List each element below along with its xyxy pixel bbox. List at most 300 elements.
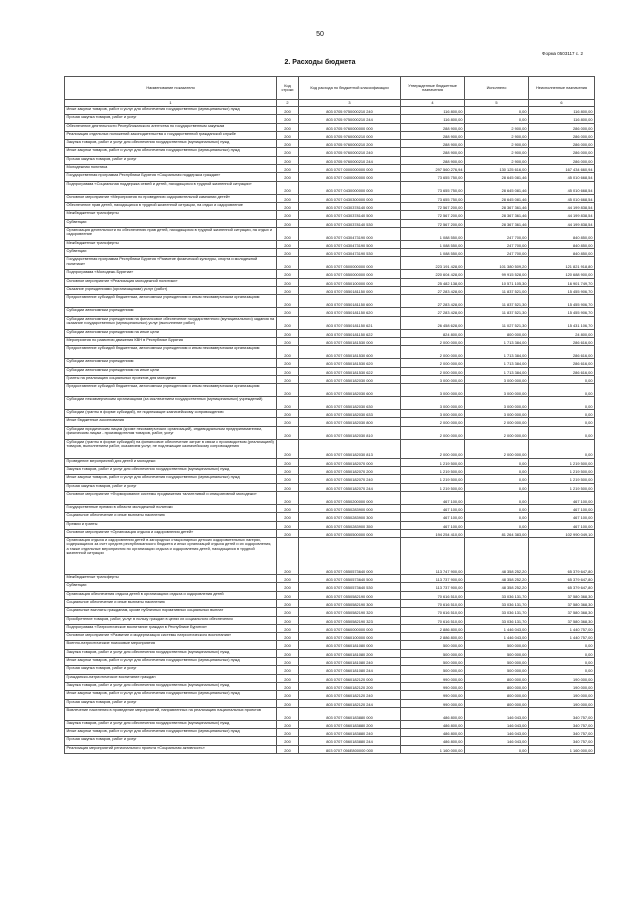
row-code: 200 xyxy=(277,491,299,504)
row-name: Государственная программа Республики Бурятия «Социальная поддержка граждан» xyxy=(65,173,277,181)
row-kbk: 803 0707 0430300000 000 xyxy=(299,194,401,202)
row-unexecuted: 1 440 757,00 xyxy=(529,624,595,632)
row-kbk: 803 0707 0550573640 000 xyxy=(299,538,401,575)
row-approved: 1 088 550,00 xyxy=(401,240,465,248)
row-kbk: 803 0707 0550182030 630 xyxy=(299,397,401,410)
row-kbk: 803 0707 0550182070 240 xyxy=(299,475,401,483)
row-unexecuted: 37 580 368,30 xyxy=(529,599,595,607)
table-row xyxy=(65,249,595,257)
table-row xyxy=(65,691,595,699)
row-name: Реализация отдельных положений законодательства о государственной гражданской службе xyxy=(65,131,277,139)
table-row xyxy=(65,720,595,728)
row-approved: 72 567 200,00 xyxy=(401,219,465,227)
row-approved: 27 283 428,00 xyxy=(401,287,465,295)
section-title: 2. Расходы бюджета xyxy=(284,59,356,66)
column-header-unexecuted: Неисполненные назначения xyxy=(529,77,595,100)
row-kbk: 803 0707 0550582190 300 xyxy=(299,599,401,607)
row-kbk: 803 0707 0560100000 000 xyxy=(299,633,401,641)
row-approved: 467 100,00 xyxy=(401,513,465,521)
row-approved: 288 900,00 xyxy=(401,140,465,148)
table-row xyxy=(65,227,595,240)
row-unexecuted: 65 379 647,80 xyxy=(529,575,595,583)
table-row xyxy=(65,270,595,278)
table-row xyxy=(65,682,595,690)
row-code: 200 xyxy=(277,107,299,115)
row-approved: 288 900,00 xyxy=(401,148,465,156)
row-name: Основное мероприятие «Развитие и модернизация системы патриотического воспитания» xyxy=(65,633,277,641)
row-code: 200 xyxy=(277,240,299,248)
row-code: 200 xyxy=(277,633,299,641)
row-name: Субсидии автономным учреждениям на финансовое обеспечение государственного (муниципального) задания на оказание государственных (муниципальных) услуг (выполнение работ) xyxy=(65,316,277,329)
row-approved: 2 000 000,00 xyxy=(401,367,465,375)
row-executed: 800 000,00 xyxy=(465,682,529,690)
row-executed: 28 367 361,46 xyxy=(465,219,529,227)
row-unexecuted: 0,00 xyxy=(529,439,595,458)
row-executed: 0,00 xyxy=(465,467,529,475)
row-executed: 500 000,00 xyxy=(465,666,529,674)
row-approved: 3 000 000,00 xyxy=(401,397,465,410)
table-row xyxy=(65,410,595,418)
column-number: 5 xyxy=(465,100,529,107)
row-unexecuted: 340 757,00 xyxy=(529,737,595,745)
row-kbk: 803 0707 0550182030 000 xyxy=(299,375,401,383)
row-kbk: 803 0705 9760000210 000 xyxy=(299,131,401,139)
table-row xyxy=(65,418,595,426)
table-row xyxy=(65,491,595,504)
row-code: 200 xyxy=(277,521,299,529)
table-row xyxy=(65,624,595,632)
row-executed: 0,00 xyxy=(465,513,529,521)
row-kbk: 803 0707 0400000000 000 xyxy=(299,173,401,181)
table-row xyxy=(65,329,595,337)
row-executed: 33 036 131,70 xyxy=(465,616,529,624)
row-approved: 25 482 138,00 xyxy=(401,278,465,286)
table-row xyxy=(65,538,595,575)
row-approved: 990 000,00 xyxy=(401,691,465,699)
row-approved: 70 616 510,00 xyxy=(401,591,465,599)
row-approved: 467 100,00 xyxy=(401,491,465,504)
row-code: 200 xyxy=(277,439,299,458)
row-unexecuted: 286 000,00 xyxy=(529,140,595,148)
row-executed: 28 367 361,46 xyxy=(465,211,529,219)
row-unexecuted: 467 100,00 xyxy=(529,521,595,529)
table-row xyxy=(65,287,595,295)
row-code: 200 xyxy=(277,173,299,181)
row-name: Закупка товаров, работ и услуг для обеспечения государственных (муниципальных) нужд xyxy=(65,649,277,657)
row-name: Социальные выплаты гражданам, кроме публичных нормативных социальных выплат xyxy=(65,608,277,616)
row-unexecuted: 286 616,00 xyxy=(529,346,595,359)
row-unexecuted: 467 100,00 xyxy=(529,504,595,512)
row-name: Субвенции xyxy=(65,583,277,591)
row-code: 200 xyxy=(277,426,299,439)
row-code: 200 xyxy=(277,359,299,367)
row-name: Закупка товаров, работ и услуг для обеспечения государственных (муниципальных) нужд xyxy=(65,467,277,475)
row-unexecuted: 286 616,00 xyxy=(529,337,595,345)
row-code: 200 xyxy=(277,148,299,156)
row-code: 200 xyxy=(277,202,299,210)
row-name: Межбюджетные трансферты xyxy=(65,240,277,248)
column-number-row xyxy=(65,100,595,107)
row-approved: 113 737 900,00 xyxy=(401,575,465,583)
row-name: Обеспечение прав детей, находящихся в трудной жизненной ситуации, на отдых и оздоровление xyxy=(65,202,277,210)
row-name: Молодежная политика xyxy=(65,165,277,173)
row-name: Иные бюджетные ассигнования xyxy=(65,418,277,426)
row-kbk: 803 0707 0550182030 600 xyxy=(299,384,401,397)
column-header-code: Код строки xyxy=(277,77,299,100)
row-code: 200 xyxy=(277,375,299,383)
row-code: 200 xyxy=(277,367,299,375)
row-executed: 3 000 000,00 xyxy=(465,410,529,418)
row-executed: 800 000,00 xyxy=(465,699,529,707)
row-name: Иные закупки товаров, работ и услуг для обеспечения государственных (муниципальных) нужд xyxy=(65,658,277,666)
row-kbk: 803 0707 0430378140 500 xyxy=(299,211,401,219)
row-approved: 116 800,00 xyxy=(401,107,465,115)
row-code: 200 xyxy=(277,257,299,270)
row-executed: 10 571 105,30 xyxy=(465,278,529,286)
row-kbk: 803 0707 0430378140 530 xyxy=(299,219,401,227)
table-row xyxy=(65,316,595,329)
row-kbk: 803 0707 0550181530 622 xyxy=(299,367,401,375)
row-approved: 2 886 800,00 xyxy=(401,633,465,641)
row-code: 200 xyxy=(277,745,299,753)
row-approved: 1 160 000,00 xyxy=(401,745,465,753)
row-code: 200 xyxy=(277,410,299,418)
row-approved: 2 886 800,00 xyxy=(401,624,465,632)
row-name: Прочая закупка товаров, работ и услуг xyxy=(65,737,277,745)
row-unexecuted: 0,00 xyxy=(529,649,595,657)
row-unexecuted: 37 580 368,30 xyxy=(529,608,595,616)
table-row xyxy=(65,140,595,148)
row-name: Межбюджетные трансферты xyxy=(65,575,277,583)
row-executed: 11 837 521,30 xyxy=(465,295,529,308)
row-executed: 2 900,00 xyxy=(465,156,529,164)
table-row xyxy=(65,583,595,591)
table-row xyxy=(65,575,595,583)
row-name: Предоставление субсидий бюджетным, автономным учреждениям и иным некоммерческим организациям xyxy=(65,295,277,308)
row-code: 200 xyxy=(277,140,299,148)
table-row xyxy=(65,384,595,397)
row-name: Военно-патриотические поисковые мероприятия xyxy=(65,641,277,649)
row-kbk: 803 0707 0550181150 621 xyxy=(299,316,401,329)
row-kbk: 803 0707 0560000000 000 xyxy=(299,624,401,632)
row-code: 200 xyxy=(277,691,299,699)
row-executed: 1 446 043,00 xyxy=(465,633,529,641)
table-row xyxy=(65,521,595,529)
row-code: 200 xyxy=(277,699,299,707)
row-code: 200 xyxy=(277,219,299,227)
row-executed: 11 027 521,30 xyxy=(465,316,529,329)
row-name: Вовлечение населения в проведение мероприятий, направленных на реализацию национальных проектов xyxy=(65,707,277,720)
row-code: 200 xyxy=(277,658,299,666)
row-unexecuted: 44 199 838,54 xyxy=(529,219,595,227)
row-executed: 0,00 xyxy=(465,504,529,512)
row-executed: 500 000,00 xyxy=(465,658,529,666)
column-number: 6 xyxy=(529,100,595,107)
row-kbk: 803 0707 0550582190 323 xyxy=(299,616,401,624)
table-row xyxy=(65,467,595,475)
row-code: 200 xyxy=(277,165,299,173)
row-unexecuted: 24 800,00 xyxy=(529,329,595,337)
row-code: 200 xyxy=(277,194,299,202)
row-unexecuted: 0,00 xyxy=(529,666,595,674)
row-approved: 486 800,00 xyxy=(401,729,465,737)
row-code: 200 xyxy=(277,278,299,286)
table-row xyxy=(65,649,595,657)
row-approved: 73 655 750,00 xyxy=(401,173,465,181)
row-unexecuted: 15 431 106,70 xyxy=(529,316,595,329)
row-approved: 27 283 428,00 xyxy=(401,308,465,316)
row-kbk: 803 0707 0550181150 600 xyxy=(299,295,401,308)
row-approved: 2 000 000,00 xyxy=(401,439,465,458)
table-row xyxy=(65,699,595,707)
row-code: 200 xyxy=(277,346,299,359)
table-row xyxy=(65,707,595,720)
row-code: 200 xyxy=(277,156,299,164)
row-kbk: 803 0707 0550573640 530 xyxy=(299,583,401,591)
row-code: 200 xyxy=(277,308,299,316)
row-executed: 0,00 xyxy=(465,115,529,123)
table-row xyxy=(65,439,595,458)
row-name: Прочая закупка товаров, работ и услуг xyxy=(65,156,277,164)
row-executed: 28 645 081,46 xyxy=(465,173,529,181)
row-approved: 113 737 900,00 xyxy=(401,583,465,591)
table-row xyxy=(65,131,595,139)
row-unexecuted: 0,00 xyxy=(529,375,595,383)
table-row xyxy=(65,156,595,164)
row-approved: 3 000 000,00 xyxy=(401,384,465,397)
row-unexecuted: 840 850,00 xyxy=(529,240,595,248)
table-header-row xyxy=(65,77,595,100)
row-kbk: 803 0707 0430378140 000 xyxy=(299,202,401,210)
row-name: Иные закупки товаров, работ и услуг для обеспечения государственных (муниципальных) нужд xyxy=(65,475,277,483)
table-row xyxy=(65,729,595,737)
row-kbk: 803 0707 0550283900 300 xyxy=(299,513,401,521)
row-unexecuted: 190 000,00 xyxy=(529,691,595,699)
row-executed: 1 446 043,00 xyxy=(465,624,529,632)
row-kbk: 803 0707 0550500000 000 xyxy=(299,529,401,537)
row-approved: 2 000 000,00 xyxy=(401,359,465,367)
row-approved: 194 254 410,00 xyxy=(401,529,465,537)
row-unexecuted: 190 000,00 xyxy=(529,674,595,682)
row-name: Основное мероприятие «Мероприятия по проведению оздоровительной кампании детей» xyxy=(65,194,277,202)
row-code: 200 xyxy=(277,316,299,329)
row-unexecuted: 16 901 749,70 xyxy=(529,278,595,286)
row-unexecuted: 340 757,00 xyxy=(529,707,595,720)
row-kbk: 803 0707 0560182120 200 xyxy=(299,682,401,690)
row-code: 200 xyxy=(277,131,299,139)
row-executed: 99 915 528,00 xyxy=(465,270,529,278)
row-kbk: 803 0707 0560182120 000 xyxy=(299,674,401,682)
row-unexecuted: 1 219 500,00 xyxy=(529,483,595,491)
row-kbk: 803 0705 9760000000 000 xyxy=(299,123,401,131)
row-code: 200 xyxy=(277,227,299,240)
table-row xyxy=(65,599,595,607)
table-row xyxy=(65,115,595,123)
table-row xyxy=(65,666,595,674)
table-row xyxy=(65,504,595,512)
row-unexecuted: 190 000,00 xyxy=(529,699,595,707)
row-unexecuted: 44 199 838,54 xyxy=(529,211,595,219)
row-name: Закупка товаров, работ и услуг для обеспечения государственных (муниципальных) нужд xyxy=(65,682,277,690)
row-kbk: 803 0707 0560183880 244 xyxy=(299,737,401,745)
row-code: 200 xyxy=(277,337,299,345)
row-kbk: 803 0707 0550182070 000 xyxy=(299,458,401,466)
row-code: 200 xyxy=(277,583,299,591)
row-kbk: 803 0707 0560183880 000 xyxy=(299,707,401,720)
row-executed: 2 000 000,00 xyxy=(465,418,529,426)
row-approved: 990 000,00 xyxy=(401,699,465,707)
row-approved: 223 191 428,00 xyxy=(401,257,465,270)
row-executed: 28 645 081,46 xyxy=(465,181,529,194)
row-unexecuted: 15 455 906,70 xyxy=(529,287,595,295)
column-header-executed: Исполнено xyxy=(465,77,529,100)
row-name: Государственная программа Республики Бурятия «Развитие физической культуры, спорта и молодежной политики» xyxy=(65,257,277,270)
row-code: 200 xyxy=(277,249,299,257)
row-executed: 2 000 000,00 xyxy=(465,439,529,458)
row-kbk: 803 0705 9760000210 200 xyxy=(299,140,401,148)
row-unexecuted: 467 100,00 xyxy=(529,491,595,504)
column-number: 3 xyxy=(299,100,401,107)
row-kbk: 803 0707 0550181150 622 xyxy=(299,329,401,337)
row-name: Реализация мероприятий регионального проекта «Социальная активность» xyxy=(65,745,277,753)
row-code: 200 xyxy=(277,329,299,337)
row-name: Гражданско-патриотическое воспитание граждан xyxy=(65,674,277,682)
row-unexecuted: 0,00 xyxy=(529,397,595,410)
row-unexecuted: 1 219 500,00 xyxy=(529,458,595,466)
row-code: 200 xyxy=(277,729,299,737)
row-unexecuted: 45 010 668,54 xyxy=(529,194,595,202)
row-executed: 2 000 000,00 xyxy=(465,426,529,439)
row-code: 200 xyxy=(277,707,299,720)
table-row xyxy=(65,483,595,491)
table-row xyxy=(65,240,595,248)
row-unexecuted: 116 800,00 xyxy=(529,115,595,123)
row-unexecuted: 340 757,00 xyxy=(529,720,595,728)
row-kbk: 803 0705 9760000210 244 xyxy=(299,156,401,164)
row-code: 200 xyxy=(277,270,299,278)
row-kbk: 803 0707 0550182030 810 xyxy=(299,426,401,439)
row-unexecuted: 1 160 000,00 xyxy=(529,745,595,753)
row-executed: 800 000,00 xyxy=(465,674,529,682)
row-approved: 288 900,00 xyxy=(401,156,465,164)
row-code: 200 xyxy=(277,720,299,728)
row-unexecuted: 1 440 757,00 xyxy=(529,633,595,641)
row-approved: 70 616 510,00 xyxy=(401,608,465,616)
row-approved: 1 219 500,00 xyxy=(401,458,465,466)
row-name: Иные закупки товаров, работ и услуг для обеспечения государственных (муниципальных) нужд xyxy=(65,729,277,737)
row-approved: 26 458 628,00 xyxy=(401,316,465,329)
row-executed: 146 043,00 xyxy=(465,707,529,720)
row-executed: 2 900,00 xyxy=(465,140,529,148)
row-unexecuted: 15 455 906,70 xyxy=(529,308,595,316)
row-name: Подпрограмма «Патриотическое воспитание граждан в Республике Бурятия» xyxy=(65,624,277,632)
row-code: 200 xyxy=(277,418,299,426)
row-kbk: 803 0707 0560183880 200 xyxy=(299,720,401,728)
row-code: 200 xyxy=(277,467,299,475)
row-approved: 467 100,00 xyxy=(401,504,465,512)
column-number: 1 xyxy=(65,100,277,107)
row-unexecuted: 65 379 647,80 xyxy=(529,583,595,591)
row-kbk: 803 0707 0560181080 244 xyxy=(299,666,401,674)
row-code: 200 xyxy=(277,475,299,483)
row-code: 200 xyxy=(277,397,299,410)
row-executed: 0,00 xyxy=(465,475,529,483)
row-code: 200 xyxy=(277,384,299,397)
row-code: 200 xyxy=(277,504,299,512)
row-name: Иные закупки товаров, работ и услуг для обеспечения государственных (муниципальных) нужд xyxy=(65,148,277,156)
row-code: 200 xyxy=(277,529,299,537)
row-kbk: 803 0707 0550182030 813 xyxy=(299,439,401,458)
column-number: 4 xyxy=(401,100,465,107)
table-row xyxy=(65,513,595,521)
row-name: Субсидии (гранты в форме субсидий) на финансовое обеспечение затрат в связи с производством (реализацией) товаров, выполнением работ, оказанием услуг, не подлежащие казначейскому сопровождению xyxy=(65,439,277,458)
page-number: 50 xyxy=(316,31,324,38)
table-row xyxy=(65,181,595,194)
row-approved: 288 900,00 xyxy=(401,123,465,131)
row-code: 200 xyxy=(277,682,299,690)
row-name: Субсидии автономным учреждениям xyxy=(65,359,277,367)
row-kbk: 803 0707 0550283900 350 xyxy=(299,521,401,529)
row-name: Организация деятельности по обеспечению прав детей, находящихся в трудной жизненной ситуации, на отдых и оздоровление xyxy=(65,227,277,240)
table-row xyxy=(65,633,595,641)
table-row xyxy=(65,359,595,367)
row-unexecuted: 102 990 049,10 xyxy=(529,529,595,537)
table-row xyxy=(65,529,595,537)
row-kbk: 803 0705 9750000210 244 xyxy=(299,115,401,123)
row-name: Основное мероприятие «Формирование системы продвижения талантливой и инициативной молодежи» xyxy=(65,491,277,504)
row-kbk: 803 0707 0550573640 500 xyxy=(299,575,401,583)
row-approved: 288 900,00 xyxy=(401,131,465,139)
row-kbk: 803 0707 0550181530 000 xyxy=(299,337,401,345)
row-approved: 220 604 428,00 xyxy=(401,270,465,278)
row-kbk: 803 0707 0430473190 000 xyxy=(299,227,401,240)
row-executed: 500 000,00 xyxy=(465,641,529,649)
row-name: Приобретение товаров, работ, услуг в пользу граждан в целях их социального обеспечения xyxy=(65,616,277,624)
row-code: 200 xyxy=(277,458,299,466)
table-row xyxy=(65,745,595,753)
table-row xyxy=(65,616,595,624)
row-executed: 0,00 xyxy=(465,521,529,529)
row-unexecuted: 0,00 xyxy=(529,418,595,426)
table-row xyxy=(65,123,595,131)
row-kbk: 803 0707 0550181150 620 xyxy=(299,308,401,316)
row-name: Основное мероприятие «Организация отдыха и оздоровления детей» xyxy=(65,529,277,537)
row-executed: 247 700,00 xyxy=(465,227,529,240)
row-code: 200 xyxy=(277,123,299,131)
row-kbk: 803 0707 0560182120 240 xyxy=(299,691,401,699)
row-name: Прочая закупка товаров, работ и услуг xyxy=(65,115,277,123)
row-code: 200 xyxy=(277,666,299,674)
row-name: Предоставление субсидий бюджетным, автономным учреждениям и иным некоммерческим организациям xyxy=(65,346,277,359)
row-name: Организация отдыха и оздоровления детей в загородных стационарных детских оздоровительных лагерях, содержащихся за счет средств республиканского бюджета и иных организаций отдыха детей и их оздоровления, а также отдельные мероприятия по организации отдыха и оздоровления детей, находящихся в трудной жизненной ситуации xyxy=(65,538,277,575)
row-executed: 3 000 000,00 xyxy=(465,397,529,410)
row-approved: 1 219 500,00 xyxy=(401,467,465,475)
row-approved: 500 000,00 xyxy=(401,658,465,666)
row-kbk: 803 0707 0550100000 000 xyxy=(299,278,401,286)
table-row xyxy=(65,591,595,599)
row-approved: 990 000,00 xyxy=(401,674,465,682)
row-unexecuted: 467 100,00 xyxy=(529,513,595,521)
row-code: 200 xyxy=(277,649,299,657)
table-row xyxy=(65,278,595,286)
row-executed: 800 000,00 xyxy=(465,329,529,337)
column-number: 2 xyxy=(277,100,299,107)
table-row xyxy=(65,426,595,439)
table-row xyxy=(65,337,595,345)
row-unexecuted: 840 850,00 xyxy=(529,249,595,257)
row-unexecuted: 286 616,00 xyxy=(529,367,595,375)
row-code: 200 xyxy=(277,538,299,575)
